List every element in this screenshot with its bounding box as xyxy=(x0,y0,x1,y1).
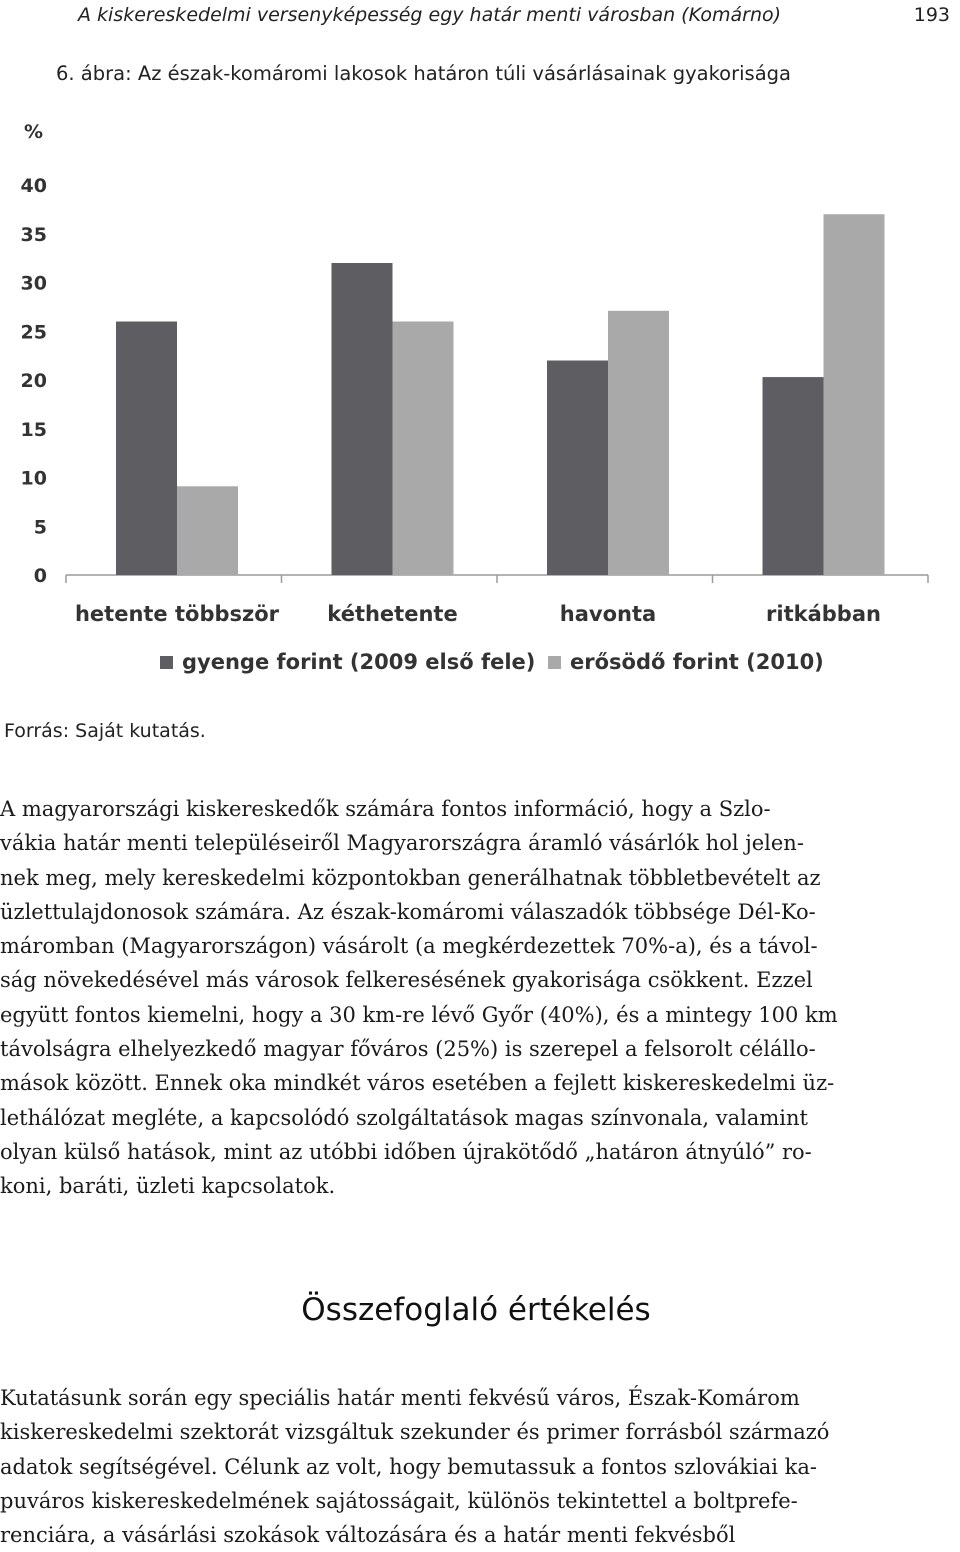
y-tick-label: 25 xyxy=(20,321,47,344)
bar-gyenge-forint xyxy=(332,263,393,575)
paragraph-1-line: távolságra elhelyezkedő magyar főváros (25%) is szerepel a felsorolt célállo- xyxy=(0,1037,816,1062)
paragraph-1-line: A magyarországi kiskereskedők számára fontos információ, hogy a Szlo- xyxy=(0,797,771,821)
paragraph-2-line: Kutatásunk során egy speciális határ menti fekvésű város, Észak-Komárom xyxy=(0,1386,800,1410)
paragraph-2-line: puváros kiskereskedelmének sajátosságait, különös tekintettel a boltprefe- xyxy=(0,1488,798,1513)
legend-swatch xyxy=(548,656,561,669)
paragraph-2-line: renciára, a vásárlási szokások változására és a határ menti fekvésből xyxy=(0,1523,736,1548)
y-tick-label: 0 xyxy=(33,565,47,587)
legend-label: erősödő forint (2010) xyxy=(570,650,824,674)
y-tick-label: 15 xyxy=(20,418,47,441)
bar-chart xyxy=(0,108,960,708)
paragraph-1-line: együtt fontos kiemelni, hogy a 30 km-re lévő Győr (40%), és a mintegy 100 km xyxy=(0,1002,838,1027)
paragraph-1-line: nek meg, mely kereskedelmi központokban generálhatnak többletbevételt az xyxy=(0,865,821,890)
paragraph-1-line: ság növekedésével más városok felkeresésének gyakorisága csökkent. Ezzel xyxy=(0,968,813,993)
running-header xyxy=(78,2,958,32)
x-category-label: hetente többször xyxy=(74,602,280,626)
paragraph-2-line: adatok segítségével. Célunk az volt, hogy bemutassuk a fontos szlovákiai ka- xyxy=(0,1454,817,1479)
paragraph-2-line: kiskereskedelmi szektorát vizsgáltuk szekunder és primer forrásból származó xyxy=(0,1420,830,1445)
y-tick-label: 35 xyxy=(20,223,47,246)
body-paragraph-2 xyxy=(0,1381,952,1552)
paragraph-1-line: lethálózat megléte, a kapcsolódó szolgáltatások magas színvonala, valamint xyxy=(0,1105,808,1130)
x-category-label: havonta xyxy=(559,602,657,626)
section-title: Összefoglaló értékelés xyxy=(301,1292,651,1328)
bar-gyenge-forint xyxy=(547,361,608,576)
legend-label: gyenge forint (2009 első fele) xyxy=(182,650,536,674)
body-paragraph-1 xyxy=(0,792,952,1204)
paragraph-1-line: üzlettulajdonosok számára. Az észak-komáromi válaszadók többsége Dél-Ko- xyxy=(0,899,816,924)
bar-gyenge-forint xyxy=(116,322,177,576)
y-tick-label: 40 xyxy=(20,175,47,197)
figure-source: Forrás: Saját kutatás. xyxy=(4,720,206,742)
bar-erosodo-forint xyxy=(608,311,669,575)
y-axis-label: % xyxy=(24,121,44,143)
bar-erosodo-forint xyxy=(824,214,885,575)
paragraph-1-line: olyan külső hatások, mint az utóbbi időben újrakötődő „határon átnyúló” ro- xyxy=(0,1139,812,1164)
y-tick-label: 5 xyxy=(33,516,47,539)
page-number: 193 xyxy=(913,4,950,26)
y-tick-label: 10 xyxy=(20,467,47,490)
paragraph-1-line: máromban (Magyarországon) vásárolt (a megkérdezettek 70%-a), és a távol- xyxy=(0,934,818,959)
legend-swatch xyxy=(160,656,173,669)
paragraph-1-line: koni, baráti, üzleti kapcsolatok. xyxy=(0,1174,336,1199)
bar-gyenge-forint xyxy=(763,377,824,575)
bar-erosodo-forint xyxy=(177,486,238,575)
y-tick-label: 20 xyxy=(20,370,47,392)
paragraph-1-line: vákia határ menti településeiről Magyarországra áramló vásárlók hol jelen- xyxy=(0,831,804,856)
x-category-label: kéthetente xyxy=(327,602,458,626)
running-title: A kiskereskedelmi versenyképesség egy határ menti városban (Komárno) xyxy=(78,4,782,26)
y-tick-label: 30 xyxy=(20,272,47,295)
figure-caption: 6. ábra: Az észak-komáromi lakosok határon túli vásárlásainak gyakorisága xyxy=(56,62,791,85)
bar-erosodo-forint xyxy=(393,322,454,576)
paragraph-1-line: mások között. Ennek oka mindkét város esetében a fejlett kiskereskedelmi üz- xyxy=(0,1071,835,1096)
x-category-label: ritkábban xyxy=(766,602,881,626)
